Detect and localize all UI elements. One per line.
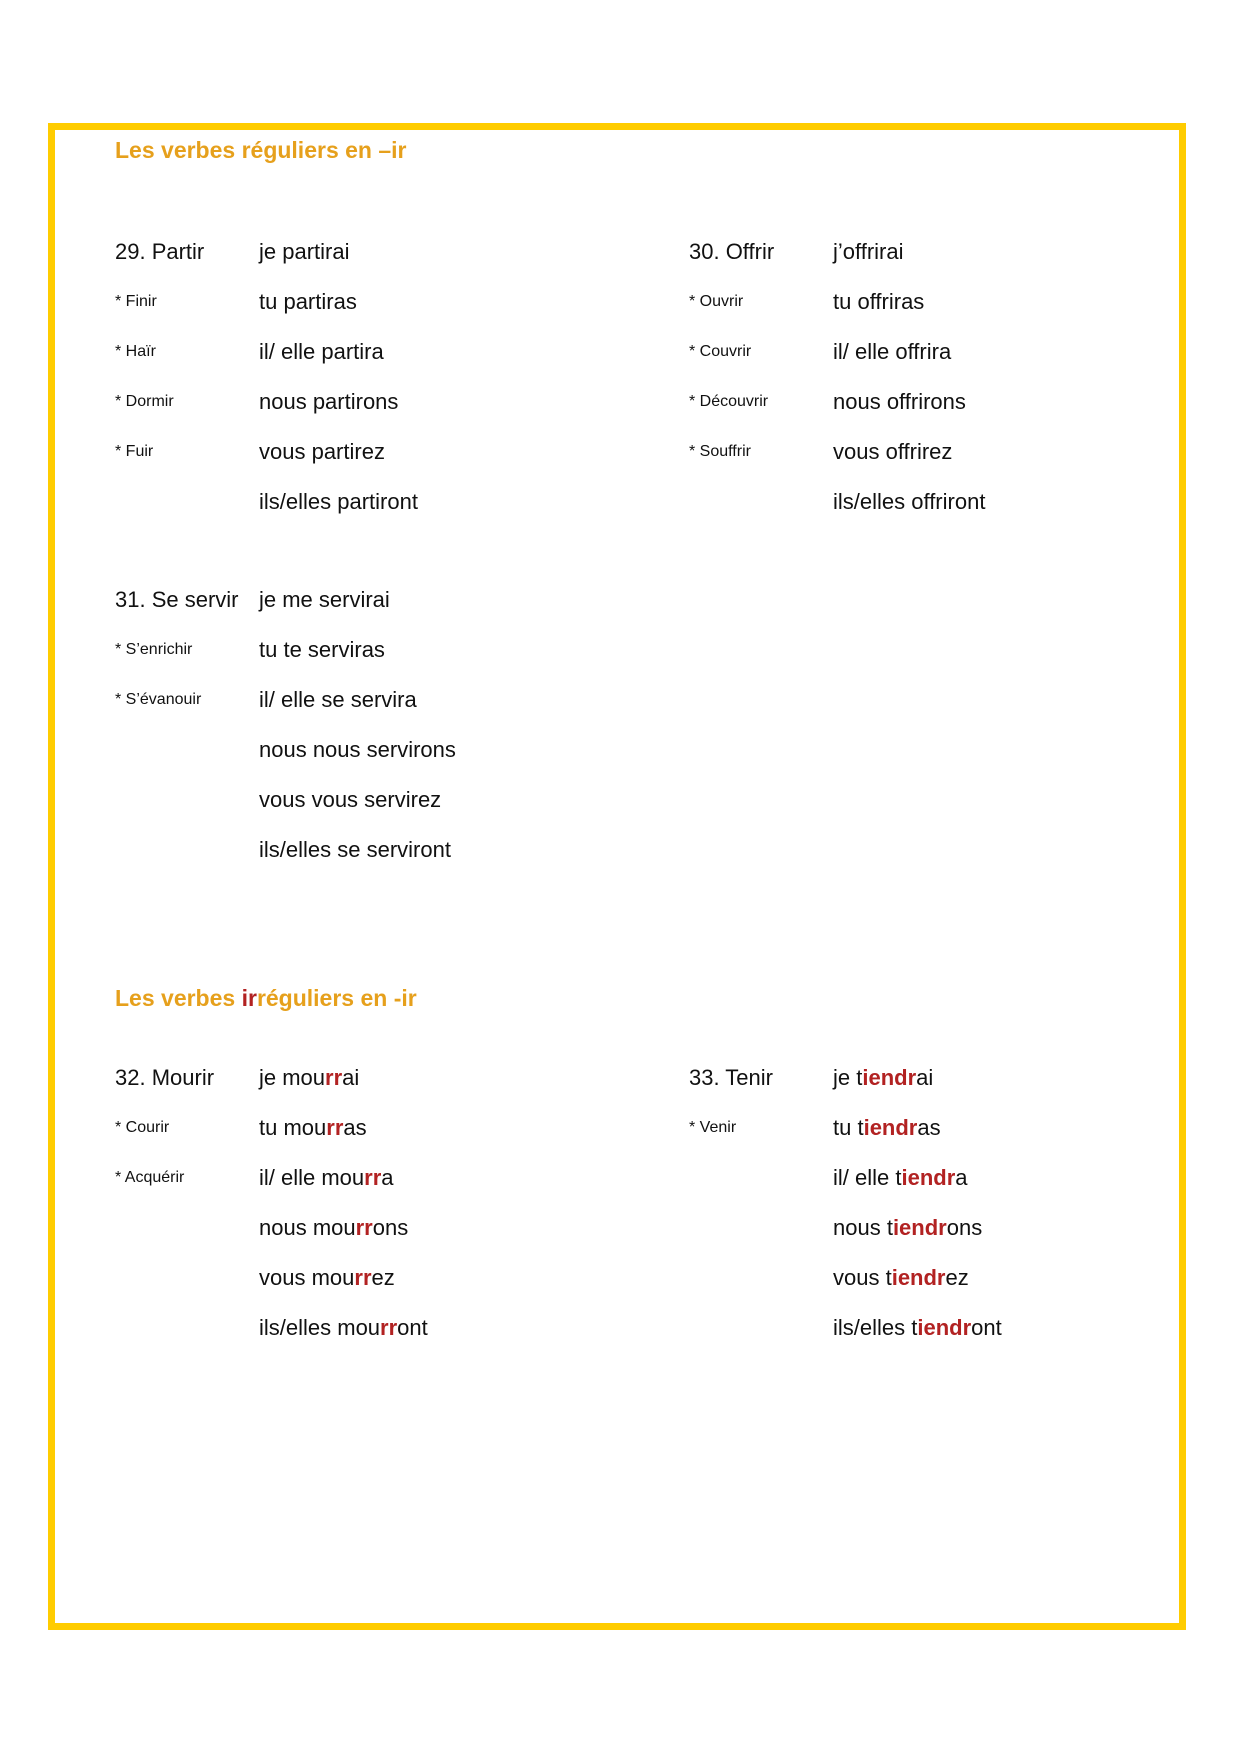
conjugation-form: tu mourras — [259, 1115, 367, 1140]
conjugation-form: j’offrirai — [833, 239, 904, 264]
conjugation-form: je tiendrai — [833, 1065, 934, 1090]
related-verb: * Venir — [689, 1119, 737, 1136]
conjugation-form: il/ elle offrira — [833, 339, 952, 364]
verb-title: 30. Offrir — [689, 239, 775, 264]
related-verb: * S’enrichir — [115, 641, 193, 658]
conjugation-form: je partirai — [259, 239, 350, 264]
section-title-part: Les verbes — [115, 985, 242, 1011]
section-title-regular: Les verbes réguliers en –ir — [115, 137, 407, 163]
conjugation-form: vous mourrez — [259, 1265, 395, 1290]
conjugation-form: ils/elles mourront — [259, 1315, 428, 1340]
conjugation-form: nous tiendrons — [833, 1215, 983, 1240]
conjugation-form: vous tiendrez — [833, 1265, 969, 1290]
related-verb: * Ouvrir — [689, 293, 744, 310]
section-title-part: réguliers en -ir — [256, 985, 417, 1011]
conjugation-form: ils/elles partiront — [259, 489, 418, 514]
conjugation-form: il/ elle tiendra — [833, 1165, 968, 1190]
verb-title: 29. Partir — [115, 239, 205, 264]
conjugation-form: vous partirez — [259, 439, 385, 464]
verb-title: 32. Mourir — [115, 1065, 215, 1090]
conjugation-form: je mourrai — [259, 1065, 360, 1090]
page-border — [48, 123, 1186, 1630]
conjugation-form: nous nous servirons — [259, 737, 456, 762]
verb-title: 33. Tenir — [689, 1065, 773, 1090]
conjugation-form: il/ elle partira — [259, 339, 384, 364]
related-verb: * Couvrir — [689, 343, 752, 360]
related-verb: * Découvrir — [689, 393, 769, 410]
related-verb: * Haïr — [115, 343, 156, 360]
conjugation-form: il/ elle mourra — [259, 1165, 394, 1190]
conjugation-form: tu partiras — [259, 289, 357, 314]
conjugation-form: ils/elles tiendront — [833, 1315, 1002, 1340]
conjugation-form: tu te serviras — [259, 637, 385, 662]
conjugation-form: ils/elles offriront — [833, 489, 986, 514]
related-verb: * Dormir — [115, 393, 174, 410]
conjugation-form: nous partirons — [259, 389, 399, 414]
conjugation-form: nous mourrons — [259, 1215, 409, 1240]
conjugation-form: nous offrirons — [833, 389, 966, 414]
conjugation-form: il/ elle se servira — [259, 687, 417, 712]
section-title-highlight: ir — [241, 985, 257, 1011]
conjugation-form: je me servirai — [259, 587, 390, 612]
related-verb: * Acquérir — [115, 1169, 185, 1186]
conjugation-form: vous offrirez — [833, 439, 953, 464]
related-verb: * Finir — [115, 293, 157, 310]
section-title-irregular — [115, 985, 417, 1012]
conjugation-form: tu tiendras — [833, 1115, 941, 1140]
related-verb: * Courir — [115, 1119, 170, 1136]
conjugation-form: ils/elles se serviront — [259, 837, 451, 862]
conjugation-form: vous vous servirez — [259, 787, 442, 812]
verb-title: 31. Se servir — [115, 587, 239, 612]
related-verb: * Souffrir — [689, 443, 751, 460]
conjugation-form: tu offriras — [833, 289, 925, 314]
related-verb: * S’évanouir — [115, 691, 202, 708]
related-verb: * Fuir — [115, 443, 154, 460]
